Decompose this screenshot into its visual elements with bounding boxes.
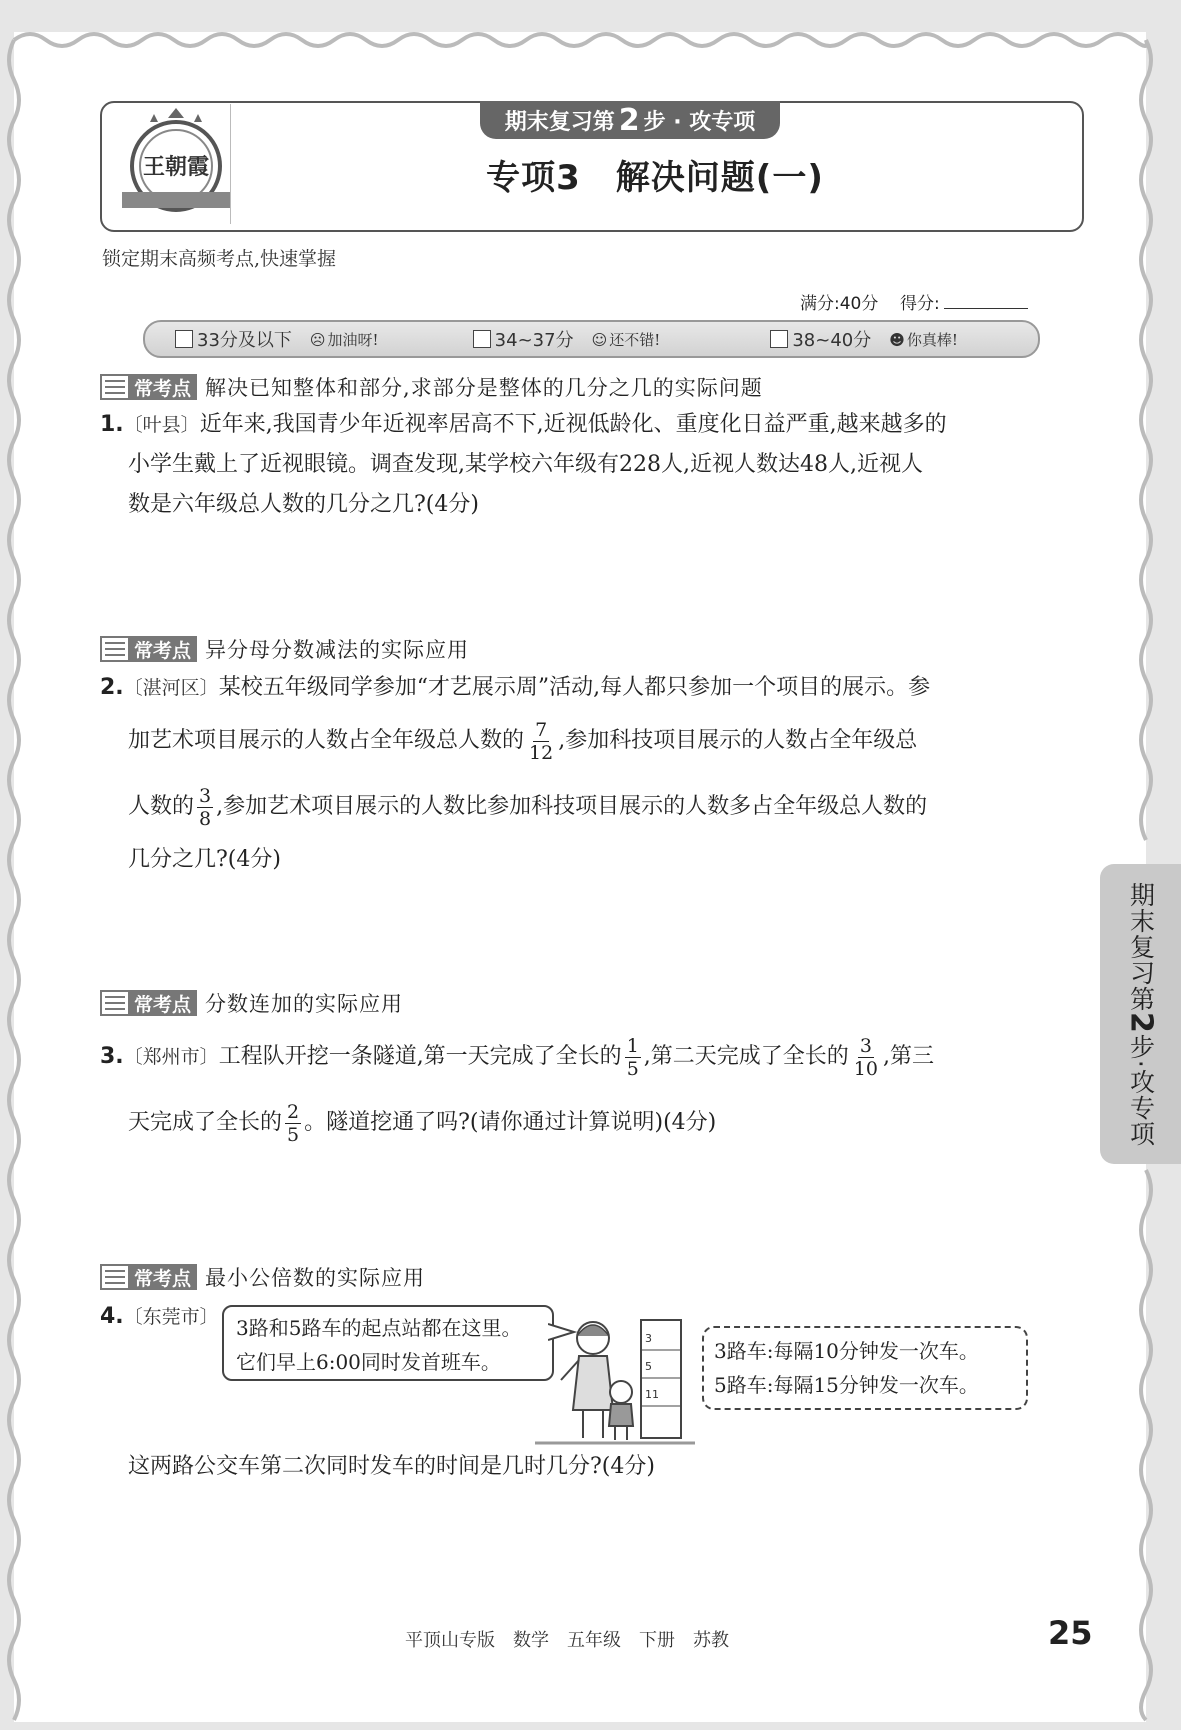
rating-item <box>145 326 443 352</box>
key-point-header <box>100 1262 425 1292</box>
teacher-child-bus-stop-illustration <box>535 1310 695 1445</box>
rating-comment: ☹ 加油呀! <box>309 330 379 349</box>
rating-checkbox[interactable] <box>175 330 193 348</box>
question-text: 小学生戴上了近视眼镜。调查发现,某学校六年级有228人,近视人数达48人,近视人 <box>128 452 923 477</box>
step-suffix: 步 · 攻专项 <box>643 109 756 135</box>
fraction: $\frac{7}{12}$ <box>529 718 554 764</box>
key-point-header <box>100 988 403 1018</box>
lines-icon <box>100 990 130 1016</box>
rating-checkbox[interactable] <box>770 330 788 348</box>
tagline: 锁定期末高频考点,快速掌握 <box>102 248 337 270</box>
sad-face-icon: ☹ <box>309 330 326 349</box>
key-point-header <box>100 372 763 402</box>
question-number: 4. <box>100 1304 124 1329</box>
key-point-topic: 分数连加的实际应用 <box>205 992 404 1016</box>
question-text: ,参加科技项目展示的人数占全年级总 <box>558 728 918 753</box>
rating-range: 34~37分 <box>494 330 574 351</box>
rating-item <box>740 326 1038 352</box>
bus-schedule-box <box>702 1326 1028 1410</box>
question-2 <box>100 668 1085 880</box>
fraction: $\frac{3}{8}$ <box>199 784 212 830</box>
key-point-badge: 常考点 <box>100 374 197 400</box>
lines-icon <box>100 374 130 400</box>
question-text: ,第二天完成了全长的 <box>643 1044 849 1069</box>
question-4-text: 这两路公交车第二次同时发车的时间是几时几分?(4分) <box>128 1454 655 1479</box>
step-tab <box>480 101 780 139</box>
question-text: 加艺术项目展示的人数占全年级总人数的 <box>128 728 525 753</box>
key-point-badge: 常考点 <box>100 1264 197 1290</box>
rating-comment: ☺ 还不错! <box>591 330 661 349</box>
question-4-label <box>100 1297 230 1337</box>
page-title: 专项3 解决问题(一) <box>486 158 824 198</box>
footer-text: 平顶山专版 数学 五年级 下册 苏教 <box>405 1630 729 1651</box>
question-text: 几分之几?(4分) <box>128 847 281 872</box>
score-blank[interactable] <box>944 308 1028 309</box>
question-text: 天完成了全长的 <box>128 1110 283 1135</box>
full-score-label: 满分:40分 <box>800 294 879 314</box>
lines-icon <box>100 636 130 662</box>
schedule-text: 3路车:每隔10分钟发一次车。 <box>714 1339 979 1363</box>
key-point-topic: 最小公倍数的实际应用 <box>205 1266 426 1290</box>
got-score-label: 得分: <box>899 294 940 314</box>
question-source: 〔郑州市〕 <box>123 1046 219 1068</box>
lines-icon <box>100 1264 130 1290</box>
fraction: $\frac{3}{10}$ <box>853 1034 878 1080</box>
step-prefix: 期末复习第 <box>504 109 615 135</box>
rating-checkbox[interactable] <box>473 330 491 348</box>
key-point-badge: 常考点 <box>100 990 197 1016</box>
question-text: ,参加艺术项目展示的人数比参加科技项目展示的人数多占全年级总人数的 <box>216 794 928 819</box>
question-3 <box>100 1024 1085 1156</box>
schedule-text: 5路车:每隔15分钟发一次车。 <box>714 1373 979 1397</box>
question-text: 数是六年级总人数的几分之几?(4分) <box>128 492 479 517</box>
rating-range: 33分及以下 <box>197 330 292 351</box>
question-source: 〔湛河区〕 <box>123 677 219 699</box>
question-text: 人数的 <box>128 794 195 819</box>
speech-bubble <box>222 1305 554 1381</box>
step-number: 2 <box>618 102 640 138</box>
key-point-badge: 常考点 <box>100 636 197 662</box>
key-point-header <box>100 634 469 664</box>
svg-text:王朝霞: 王朝霞 <box>142 154 210 180</box>
svg-text:5: 5 <box>645 1360 652 1373</box>
question-text: 近年来,我国青少年近视率居高不下,近视低龄化、重度化日益严重,越来越多的 <box>199 412 947 437</box>
fraction: $\frac{1}{5}$ <box>626 1034 639 1080</box>
bubble-text: 它们早上6:00同时发首班车。 <box>236 1350 501 1374</box>
page-number: 25 <box>1048 1614 1093 1652</box>
svg-text:3: 3 <box>645 1332 652 1345</box>
question-text: 某校五年级同学参加“才艺展示周”活动,每人都只参加一个项目的展示。参 <box>218 675 931 700</box>
key-point-topic: 解决已知整体和部分,求部分是整体的几分之几的实际问题 <box>205 376 763 400</box>
rating-bar <box>143 320 1040 358</box>
question-text: 。隧道挖通了吗?(请你通过计算说明)(4分) <box>304 1110 717 1135</box>
score-line <box>800 289 1028 314</box>
rating-range: 38~40分 <box>792 330 872 351</box>
bubble-text: 3路和5路车的起点站都在这里。 <box>236 1316 522 1340</box>
rating-comment: ☻ 你真棒! <box>889 330 958 349</box>
happy-face-icon: ☻ <box>889 330 905 349</box>
wang-zhaoxia-logo <box>120 108 232 220</box>
question-number: 1. <box>100 412 124 437</box>
svg-text:11: 11 <box>645 1388 659 1401</box>
question-number: 3. <box>100 1044 124 1069</box>
fraction: $\frac{2}{5}$ <box>287 1100 300 1146</box>
question-number: 2. <box>100 675 124 700</box>
question-1 <box>100 405 1085 525</box>
question-text: 工程队开挖一条隧道,第一天完成了全长的 <box>218 1044 622 1069</box>
question-text: ,第三 <box>882 1044 934 1069</box>
question-source: 〔东莞市〕 <box>123 1306 219 1328</box>
question-source: 〔叶县〕 <box>123 414 200 436</box>
smile-face-icon: ☺ <box>591 330 608 349</box>
key-point-topic: 异分母分数减法的实际应用 <box>205 638 470 662</box>
side-tab: 期末复习第2步·攻专项 <box>1100 864 1181 1164</box>
rating-item <box>443 326 741 352</box>
